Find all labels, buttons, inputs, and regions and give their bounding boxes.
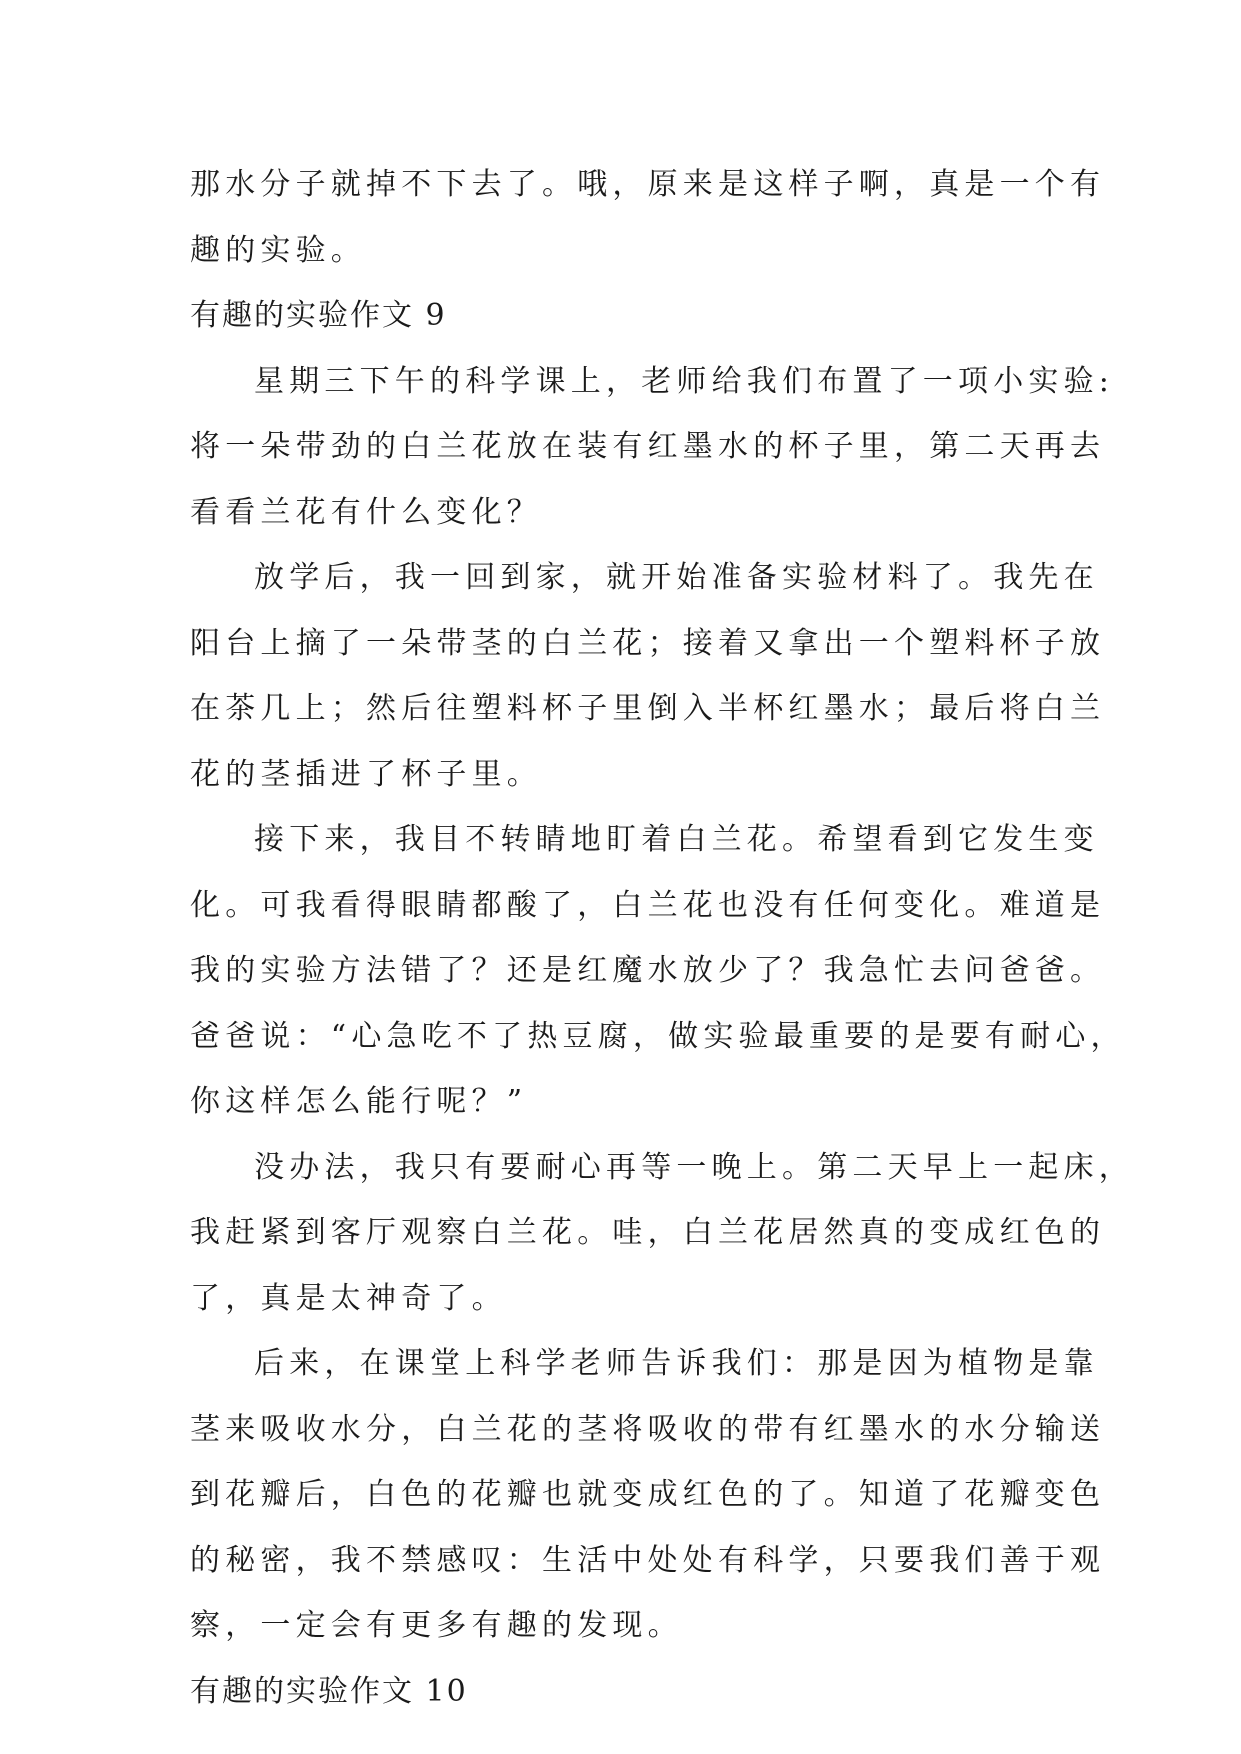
paragraph-line: 那水分子就掉不下去了。哦，原来是这样子啊，真是一个有 [190,167,1106,202]
paragraph-line: 接下来，我目不转睛地盯着白兰花。希望看到它发生变 [254,822,1099,857]
paragraph-line: 看看兰花有什么变化？ [190,494,542,530]
paragraph-line: 你这样怎么能行呢？” [190,1084,528,1119]
paragraph-line: 放学后，我一回到家，就开始准备实验材料了。我先在 [254,560,1099,595]
paragraph-line: 星期三下午的科学课上，老师给我们布置了一项小实验: [254,363,1115,399]
paragraph-line: 化。可我看得眼睛都酸了，白兰花也没有任何变化。难道是 [190,887,1106,923]
section-heading: 有趣的实验作文 9 [190,298,447,333]
document-body [190,152,1134,1724]
section-heading: 有趣的实验作文 10 [190,1673,468,1709]
paragraph-line: 阳台上摘了一朵带茎的白兰花；接着又拿出一个塑料杯子放 [190,625,1106,661]
paragraph-line: 到花瓣后，白色的花瓣也就变成红色的了。知道了花瓣变色 [190,1477,1106,1512]
paragraph-line: 察，一定会有更多有趣的发现。 [190,1608,683,1643]
paragraph-line: 没办法，我只有要耐心再等一晚上。第二天早上一起床， [254,1149,1134,1185]
paragraph-line: 我赶紧到客厅观察白兰花。哇，白兰花居然真的变成红色的 [190,1215,1106,1250]
paragraph-line: 的秘密，我不禁感叹：生活中处处有科学，只要我们善于观 [190,1542,1106,1578]
paragraph-line: 将一朵带劲的白兰花放在装有红墨水的杯子里，第二天再去 [190,429,1106,464]
paragraph-line: 我的实验方法错了？还是红魔水放少了？我急忙去问爸爸。 [190,953,1106,988]
paragraph-line: 花的茎插进了杯子里。 [190,756,542,792]
paragraph-line: 爸爸说：“心急吃不了热豆腐，做实验最重要的是要有耐心， [190,1018,1126,1054]
paragraph-line: 在茶几上；然后往塑料杯子里倒入半杯红墨水；最后将白兰 [190,691,1106,726]
paragraph-line: 了，真是太神奇了。 [190,1280,507,1316]
paragraph-line: 后来，在课堂上科学老师告诉我们：那是因为植物是靠 [254,1346,1099,1381]
paragraph-line: 茎来吸收水分，白兰花的茎将吸收的带有红墨水的水分输送 [190,1411,1106,1447]
paragraph-line: 趣的实验。 [190,232,366,268]
